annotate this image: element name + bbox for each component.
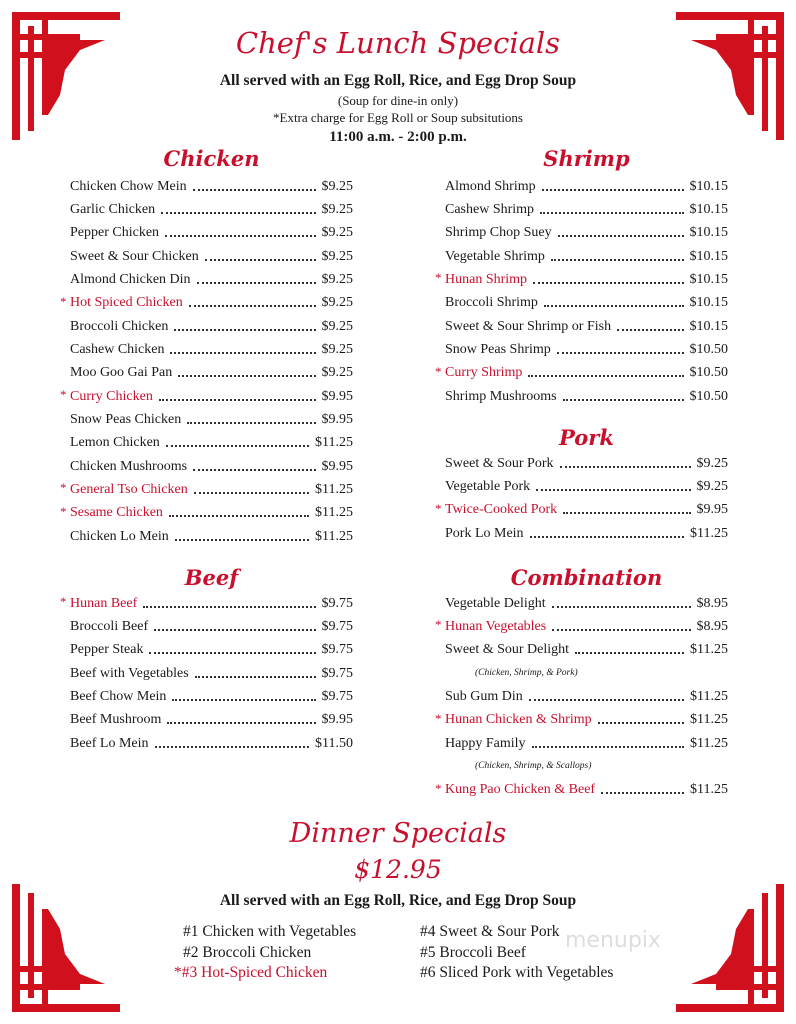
- dinner-item: #2 Broccoli Chicken: [183, 943, 312, 961]
- spicy-star-icon: *: [60, 594, 67, 609]
- item-name: Snow Peas Chicken: [70, 412, 182, 428]
- dot-leader: [195, 676, 316, 678]
- item-price: $9.95: [321, 412, 353, 428]
- section-pork-list: [435, 452, 728, 545]
- dinner-item: #4 Sweet & Sour Pork: [420, 923, 560, 940]
- menu-item: [70, 245, 353, 268]
- dot-leader: [155, 746, 309, 748]
- menu-item: [445, 222, 728, 245]
- item-price: $9.95: [321, 712, 353, 728]
- menu-item: [60, 292, 353, 315]
- menu-item: [60, 592, 353, 615]
- item-name: Pork Lo Mein: [445, 525, 524, 541]
- item-price: $10.15: [689, 318, 728, 334]
- dot-leader: [165, 235, 315, 237]
- dot-leader: [167, 722, 315, 724]
- menu-item: [445, 475, 728, 498]
- dot-leader: [560, 466, 691, 468]
- dot-leader: [542, 189, 684, 191]
- dot-leader: [197, 282, 316, 284]
- dot-leader: [601, 792, 684, 794]
- dot-leader: [194, 492, 309, 494]
- item-name: Curry Chicken: [70, 388, 153, 404]
- menu-item: [435, 268, 728, 291]
- item-price: $11.25: [690, 525, 728, 541]
- dot-leader: [575, 652, 684, 654]
- item-name: Chicken Chow Mein: [70, 178, 187, 194]
- item-price: $9.25: [321, 272, 353, 288]
- section-title-chicken: Chicken: [163, 146, 260, 171]
- item-name: Hunan Shrimp: [445, 272, 528, 288]
- item-price: $10.15: [689, 202, 728, 218]
- spicy-star-icon: *: [435, 363, 442, 379]
- dot-leader: [205, 259, 316, 261]
- item-price: $9.75: [321, 689, 353, 705]
- dot-leader: [551, 259, 684, 261]
- item-price: $9.75: [321, 642, 353, 658]
- dinner-list-left: [174, 922, 357, 984]
- dot-leader: [536, 489, 690, 491]
- item-name: Chicken Lo Mein: [70, 528, 169, 544]
- header-hours: 11:00 a.m. - 2:00 p.m.: [329, 129, 467, 145]
- menu-item: [70, 732, 353, 755]
- spicy-star-icon: *: [435, 780, 442, 796]
- menu-item: [445, 292, 728, 315]
- dot-leader: [540, 212, 683, 214]
- dinner-item: *#3 Hot-Spiced Chicken: [174, 964, 328, 981]
- menu-item: [70, 455, 353, 478]
- item-note: (Chicken, Shrimp, & Pork): [475, 668, 578, 679]
- item-price: $9.25: [321, 295, 353, 311]
- spicy-star-icon: *: [60, 480, 67, 496]
- header-note-soup: (Soup for dine-in only): [337, 93, 459, 108]
- item-name: Hunan Beef: [70, 595, 138, 611]
- item-price: $10.50: [689, 342, 728, 358]
- item-price: $9.25: [321, 202, 353, 218]
- item-name: Broccoli Beef: [70, 619, 149, 635]
- item-name: Beef with Vegetables: [70, 665, 189, 681]
- item-name: Sweet & Sour Pork: [445, 455, 554, 471]
- item-name: Vegetable Shrimp: [445, 248, 545, 264]
- item-price: $11.25: [690, 782, 728, 798]
- menu-item: [445, 175, 728, 198]
- menu-item: [435, 709, 728, 732]
- menu-item: [445, 452, 728, 475]
- menu-item: [70, 662, 353, 685]
- menu-item: [70, 709, 353, 732]
- section-combination-list: [435, 592, 728, 802]
- item-price: $9.25: [321, 178, 353, 194]
- item-name: Broccoli Shrimp: [445, 295, 538, 311]
- dot-leader: [617, 329, 683, 331]
- menu-item: [435, 362, 728, 385]
- dot-leader: [166, 445, 309, 447]
- item-price: $10.50: [689, 365, 728, 381]
- item-name: Shrimp Mushrooms: [445, 388, 557, 404]
- item-name: Lemon Chicken: [70, 435, 160, 451]
- spicy-star-icon: *: [435, 617, 442, 633]
- item-price: $11.25: [690, 689, 728, 705]
- dot-leader: [170, 352, 315, 354]
- item-price: $9.25: [321, 342, 353, 358]
- item-name: General Tso Chicken: [70, 482, 188, 498]
- menu-item: [435, 499, 728, 522]
- dot-leader: [529, 699, 684, 701]
- item-name: Almond Shrimp: [445, 178, 536, 194]
- item-name: Sweet & Sour Chicken: [70, 248, 199, 264]
- menu-item: [445, 732, 728, 755]
- spicy-star-icon: *: [60, 387, 67, 403]
- item-name: Broccoli Chicken: [70, 318, 169, 334]
- item-price: $8.95: [696, 595, 728, 611]
- menu-item: [435, 615, 728, 638]
- dot-leader: [552, 629, 690, 631]
- item-price: $9.25: [696, 455, 728, 471]
- menu-item: [60, 385, 353, 408]
- dot-leader: [172, 699, 315, 701]
- menu-item: [70, 432, 353, 455]
- dot-leader: [189, 305, 316, 307]
- item-name: Beef Lo Mein: [70, 735, 149, 751]
- item-price: $9.95: [321, 388, 353, 404]
- menu-item: [70, 198, 353, 221]
- menu-item: [60, 502, 353, 525]
- dot-leader: [159, 399, 316, 401]
- item-price: $11.25: [690, 642, 728, 658]
- item-price: $10.50: [689, 388, 728, 404]
- dot-leader: [154, 629, 315, 631]
- item-price: $11.25: [315, 528, 353, 544]
- item-name: Almond Chicken Din: [70, 272, 191, 288]
- menu-item: [445, 639, 728, 662]
- menu-item: [60, 478, 353, 501]
- item-price: $8.95: [696, 619, 728, 635]
- item-price: $10.15: [689, 225, 728, 241]
- item-name: Hunan Chicken & Shrimp: [445, 712, 592, 728]
- dot-leader: [193, 469, 315, 471]
- dinner-item: #5 Broccoli Beef: [420, 943, 526, 961]
- spicy-star-icon: *: [435, 710, 442, 726]
- dinner-item: #1 Chicken with Vegetables: [183, 923, 357, 940]
- item-price: $10.15: [689, 178, 728, 194]
- dot-leader: [558, 235, 684, 237]
- dot-leader: [552, 606, 691, 608]
- item-name: Sweet & Sour Delight: [445, 642, 570, 658]
- section-chicken-list: [60, 175, 353, 549]
- item-price: $9.75: [321, 665, 353, 681]
- dot-leader: [557, 352, 684, 354]
- dot-leader: [174, 329, 315, 331]
- item-name: Chicken Mushrooms: [70, 458, 188, 474]
- menu-item: [70, 362, 353, 385]
- item-price: $11.50: [315, 735, 353, 751]
- menu-item: [70, 338, 353, 361]
- dot-leader: [532, 746, 685, 748]
- item-name: Pepper Steak: [70, 642, 144, 658]
- item-name: Cashew Shrimp: [445, 202, 535, 218]
- dot-leader: [175, 539, 309, 541]
- menu-item: [435, 779, 728, 802]
- item-price: $10.15: [689, 248, 728, 264]
- page-title: Chef's Lunch Specials: [235, 26, 561, 60]
- item-price: $11.25: [690, 735, 728, 751]
- dot-leader: [544, 305, 684, 307]
- menu-item: [445, 385, 728, 408]
- item-name: Pepper Chicken: [70, 225, 160, 241]
- dot-leader: [193, 189, 316, 191]
- section-title-pork: Pork: [559, 425, 614, 450]
- menu-item: [70, 639, 353, 662]
- item-price: $9.25: [321, 248, 353, 264]
- menu-item: [445, 198, 728, 221]
- menu-item: [70, 268, 353, 291]
- item-name: Vegetable Pork: [445, 479, 531, 495]
- menu-item: [445, 522, 728, 545]
- item-name: Curry Shrimp: [445, 365, 523, 381]
- item-name: Hunan Vegetables: [445, 619, 547, 635]
- header-note-charge: *Extra charge for Egg Roll or Soup subsitutions: [273, 110, 523, 125]
- section-title-beef: Beef: [184, 565, 239, 590]
- menu-item: [445, 245, 728, 268]
- item-price: $9.75: [321, 619, 353, 635]
- item-name: Sesame Chicken: [70, 505, 163, 521]
- item-price: $9.75: [321, 595, 353, 611]
- item-name: Moo Goo Gai Pan: [70, 365, 173, 381]
- item-name: Sub Gum Din: [445, 689, 523, 705]
- item-price: $9.25: [321, 318, 353, 334]
- menu-item: [445, 685, 728, 708]
- header-subtitle: All served with an Egg Roll, Rice, and Egg Drop Soup: [219, 72, 577, 89]
- section-shrimp-list: [435, 175, 728, 408]
- item-name: Beef Chow Mein: [70, 689, 167, 705]
- menu-item: [70, 175, 353, 198]
- menu-item: [70, 615, 353, 638]
- menu-item: [445, 338, 728, 361]
- item-price: $11.25: [315, 435, 353, 451]
- section-beef-list: [60, 592, 353, 755]
- menu-item: [70, 525, 353, 548]
- spicy-star-icon: *: [60, 293, 67, 309]
- dinner-title: Dinner Specials: [289, 818, 507, 849]
- dot-leader: [187, 422, 315, 424]
- item-note: (Chicken, Shrimp, & Scallops): [475, 761, 592, 772]
- dot-leader: [598, 722, 684, 724]
- dot-leader: [530, 536, 684, 538]
- dot-leader: [161, 212, 315, 214]
- section-title-combination: Combination: [510, 565, 663, 590]
- item-name: Sweet & Sour Shrimp or Fish: [445, 318, 612, 334]
- item-price: $10.15: [689, 295, 728, 311]
- item-name: Twice-Cooked Pork: [445, 502, 558, 518]
- item-name: Kung Pao Chicken & Beef: [445, 782, 596, 798]
- item-price: $9.25: [321, 225, 353, 241]
- item-name: Happy Family: [445, 735, 526, 751]
- dot-leader: [528, 375, 683, 377]
- item-price: $11.25: [315, 482, 353, 498]
- menu-item: [445, 315, 728, 338]
- menu-item: [70, 408, 353, 431]
- item-name: Vegetable Delight: [445, 595, 546, 611]
- spicy-star-icon: *: [60, 503, 67, 519]
- item-name: Beef Mushroom: [70, 712, 162, 728]
- dot-leader: [149, 652, 315, 654]
- item-name: Cashew Chicken: [70, 342, 165, 358]
- spicy-star-icon: *: [435, 500, 442, 516]
- item-price: $9.95: [696, 502, 728, 518]
- item-name: Hot Spiced Chicken: [70, 295, 183, 311]
- item-price: $11.25: [690, 712, 728, 728]
- menu-item: [70, 315, 353, 338]
- item-price: $9.25: [321, 365, 353, 381]
- item-price: $9.25: [696, 479, 728, 495]
- spicy-star-icon: *: [435, 270, 442, 286]
- menu-item: [70, 222, 353, 245]
- item-price: $10.15: [689, 272, 728, 288]
- dot-leader: [178, 375, 315, 377]
- dot-leader: [563, 512, 690, 514]
- dot-leader: [533, 282, 683, 284]
- dot-leader: [563, 399, 684, 401]
- menu-item: [445, 592, 728, 615]
- item-price: $9.95: [321, 458, 353, 474]
- item-price: $11.25: [315, 505, 353, 521]
- dot-leader: [169, 515, 309, 517]
- dinner-subtitle: All served with an Egg Roll, Rice, and Egg Drop Soup: [219, 892, 577, 909]
- dinner-item: #6 Sliced Pork with Vegetables: [420, 964, 614, 981]
- section-title-shrimp: Shrimp: [543, 146, 630, 171]
- item-name: Snow Peas Shrimp: [445, 342, 551, 358]
- item-name: Garlic Chicken: [70, 202, 156, 218]
- menu-item: [70, 685, 353, 708]
- item-name: Shrimp Chop Suey: [445, 225, 552, 241]
- dinner-price: $12.95: [354, 855, 442, 884]
- watermark: menupix: [565, 928, 661, 953]
- dot-leader: [143, 606, 315, 608]
